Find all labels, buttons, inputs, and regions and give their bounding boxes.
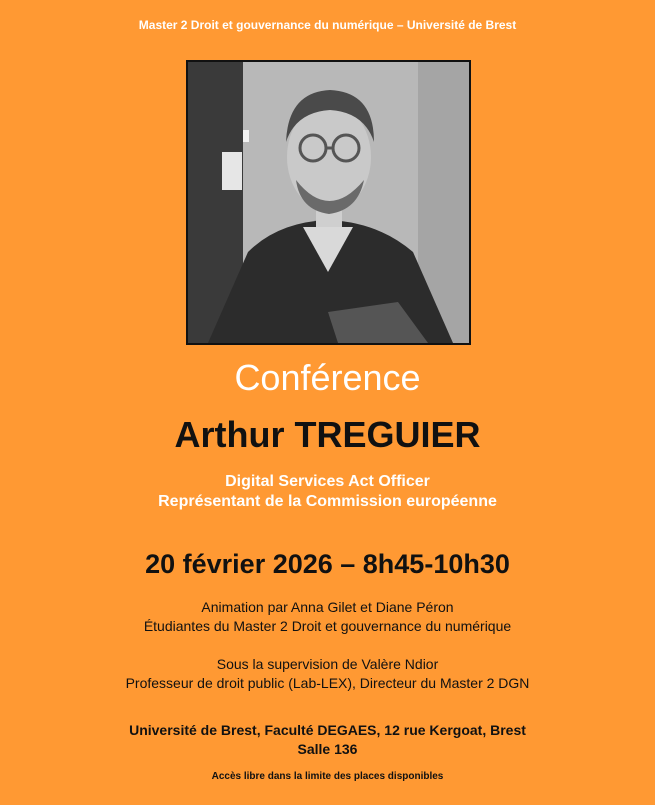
event-type: Conférence (234, 357, 421, 398)
speaker-photo (186, 60, 471, 345)
event-date-time: 20 février 2026 – 8h45-10h30 (145, 549, 510, 579)
access-note: Accès libre dans la limite des places disponibles (211, 771, 444, 782)
supervision-credits (0, 655, 655, 693)
supervision-line-1: Sous la supervision de Valère Ndior (216, 656, 439, 672)
animation-line-1: Animation par Anna Gilet et Diane Péron (201, 599, 454, 615)
speaker-role (0, 472, 655, 512)
speaker-affiliation: Représentant de la Commission européenne (158, 493, 497, 510)
animation-line-2: Étudiantes du Master 2 Droit et gouvernance du numérique (143, 618, 512, 634)
venue-info (0, 721, 655, 759)
program-header: Master 2 Droit et gouvernance du numérique – Université de Brest (138, 18, 517, 32)
speaker-title: Digital Services Act Officer (225, 473, 430, 490)
supervision-line-2: Professeur de droit public (Lab-LEX), Directeur du Master 2 DGN (125, 675, 530, 691)
venue-address: Université de Brest, Faculté DEGAES, 12 rue Kergoat, Brest (129, 722, 526, 738)
venue-room: Salle 136 (297, 741, 358, 757)
speaker-portrait-illustration (188, 62, 469, 343)
speaker-name: Arthur TREGUIER (174, 414, 481, 455)
animation-credits (0, 598, 655, 636)
